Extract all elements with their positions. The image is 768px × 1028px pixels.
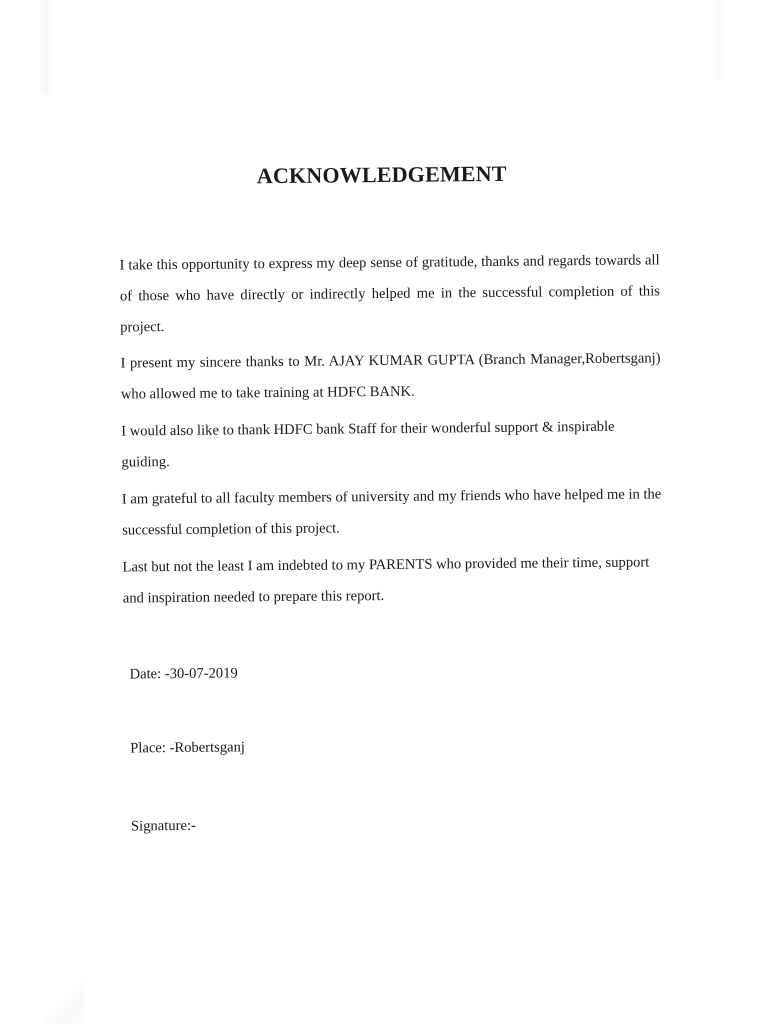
paragraph-bank-staff-thanks: I would also like to thank HDFC bank Staff for their wonderful support & inspirable guiding. [121, 418, 615, 471]
signature-line: Signature:- [130, 817, 196, 835]
paragraph-parents-thanks: Last but not the least I am indebted to my PARENTS who provided me their time, support and inspiration needed to prepare this report. [122, 554, 650, 607]
date-line: Date: -30-07-2019 [129, 665, 238, 683]
paragraph-branch-manager-thanks: I present my sincere thanks to Mr. AJAY KUMAR GUPTA (Branch Manager,Robertsganj) who allowed me to take training at HDFC BANK. [120, 350, 661, 403]
paragraph-gratitude: I take this opportunity to express my deep sense of gratitude, thanks and regards towards all of those who have directly or indirectly helped me in the successful completion of this project. [119, 252, 660, 336]
place-line: Place: -Robertsganj [130, 739, 246, 757]
document-title: ACKNOWLEDGEMENT [256, 160, 507, 189]
paragraph-faculty-thanks: I am grateful to all faculty members of university and my friends who have helped me in the successful completion of this project. [121, 486, 662, 539]
